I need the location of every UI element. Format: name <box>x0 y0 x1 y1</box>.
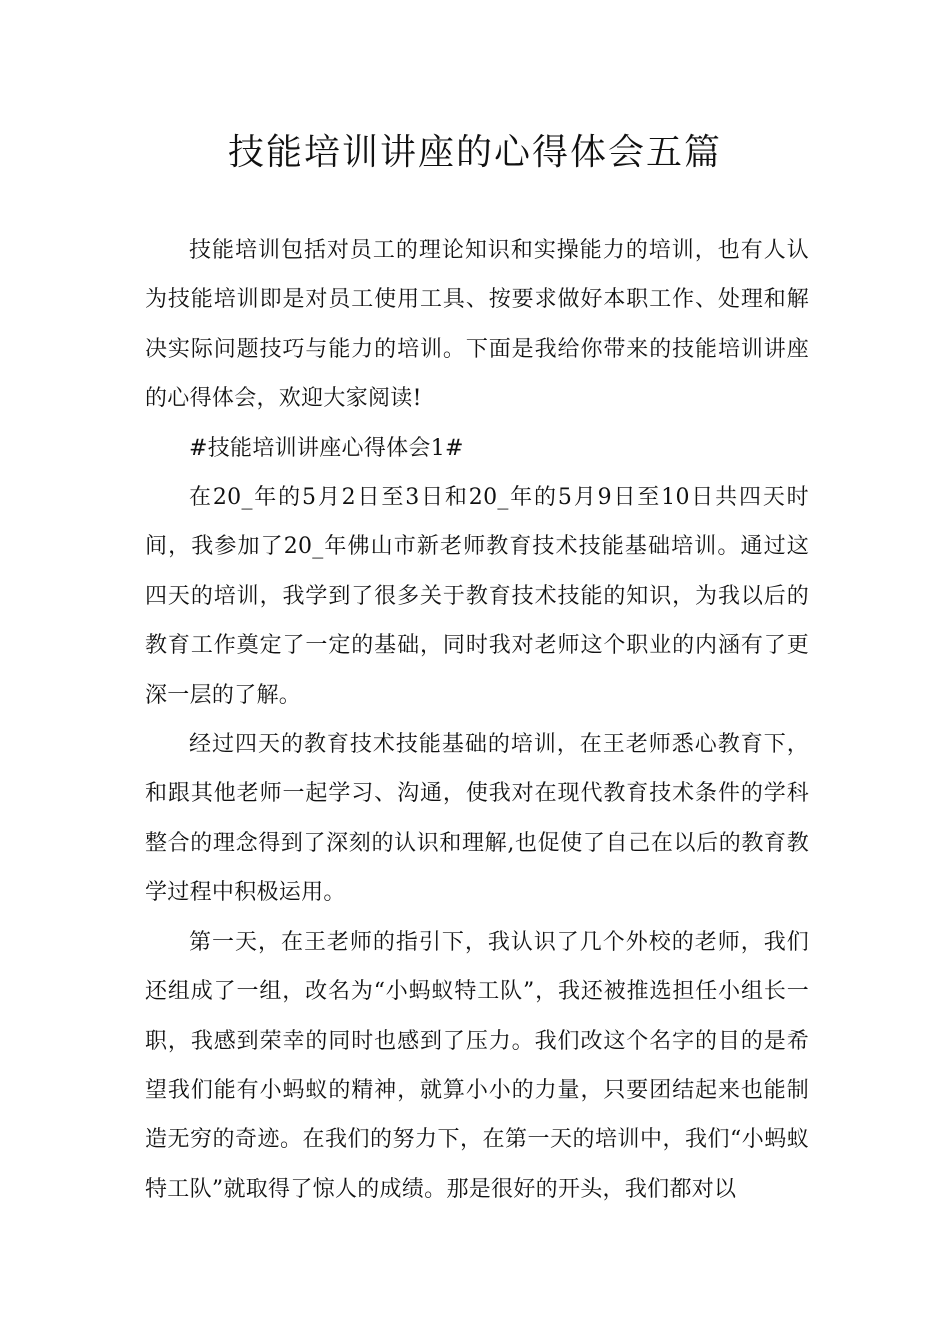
body-paragraph: 第一天，在王老师的指引下，我认识了几个外校的老师，我们还组成了一组，改名为“小蚂蚁特工队”，我还被推选担任小组长一职，我感到荣幸的同时也感到了压力。我们改这个名字的目的是希望我们能有小蚂蚁的精神，就算小小的力量，只要团结起来也能制造无穷的奇迹。在我们的努力下，在第一天的培训中，我们“小蚂蚁特工队”就取得了惊人的成绩。那是很好的开头，我们都对以 <box>145 929 809 1202</box>
section-heading: #技能培训讲座心得体会1# <box>189 435 464 461</box>
body-paragraph: 经过四天的教育技术技能基础的培训，在王老师悉心教育下，和跟其他老师一起学习、沟通，使我对在现代教育技术条件的学科整合的理念得到了深刻的认识和理解,也促使了自己在以后的教育教学过程中积极运用。 <box>145 732 809 906</box>
body-paragraph: 在20_年的5月2日至3日和20_年的5月9日至10日共四天时间，我参加了20_年佛山市新老师教育技术技能基础培训。通过这四天的培训，我学到了很多关于教育技术技能的知识，为我以后的教育工作奠定了一定的基础，同时我对老师这个职业的内涵有了更深一层的了解。 <box>145 485 809 708</box>
document-title: 技能培训讲座的心得体会五篇 <box>227 132 722 173</box>
document-body <box>145 226 809 1214</box>
intro-paragraph: 技能培训包括对员工的理论知识和实操能力的培训，也有人认为技能培训即是对员工使用工具、按要求做好本职工作、处理和解决实际问题技巧与能力的培训。下面是我给你带来的技能培训讲座的心得体会，欢迎大家阅读! <box>145 238 809 412</box>
